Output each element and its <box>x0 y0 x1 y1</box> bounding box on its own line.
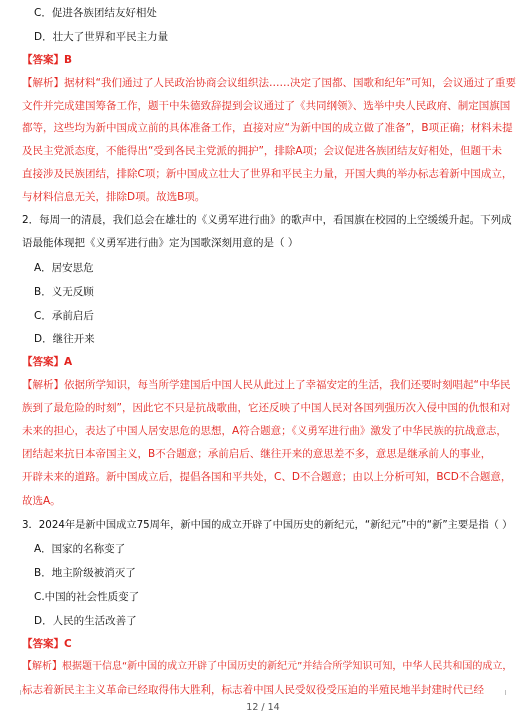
q1-answer <box>22 53 72 67</box>
q2-analysis-line: 故选A。 <box>22 495 61 507</box>
q2-answer-label: 【答案】 <box>22 356 64 368</box>
footer-corner-mark <box>20 690 21 695</box>
q1-analysis-line: 及民主党派态度，不能得出“受到各民主党派的拥护”，排除A项；会议促进各族团结友好相处，但题干未 <box>22 145 503 157</box>
q1-answer-label: 【答案】 <box>22 54 64 66</box>
q2-analysis-line: 开辟未来的道路。新中国成立后，提倡各国和平共处，C、D不合题意；由以上分析可知，BCD不合题意， <box>22 471 512 483</box>
q2-answer-value: A <box>64 356 73 368</box>
q3-answer-value: C <box>64 638 72 650</box>
q1-analysis-line: 【解析】据材料“我们通过了人民政治协商会议组织法……决定了国都、国歌和纪年”可知，会议通过了重要 <box>22 77 516 89</box>
q3-answer-label: 【答案】 <box>22 638 64 650</box>
q1-analysis-line: 文件并完成建国筹备工作，题干中朱德致辞提到会议通过了《共同纲领》、选举中央人民政府、制定国旗国 <box>22 100 511 112</box>
q2-stem-line: 2．每周一的清晨，我们总会在雄壮的《义勇军进行曲》的歌声中，看国旗在校园的上空缓缓升起。下列成 <box>22 214 512 226</box>
q2-analysis-line: 族到了最危险的时刻”，因此它不只是抗战歌曲，它还反映了中国人民对各国列强历次入侵中国的仇恨和对 <box>22 402 511 414</box>
q2-analysis-line: 团结起来抗日本帝国主义，B不合题意；承前启后、继往开来的意思差不多，意思是继承前人的事业， <box>22 448 492 460</box>
q2-option-b: B．义无反顾 <box>34 286 94 298</box>
q2-analysis-line: 未来的担心，表达了中国人居安思危的思想，A符合题意；《义勇军进行曲》激发了中华民族的抗战意志， <box>22 425 507 437</box>
footer-corner-mark <box>505 690 506 695</box>
q3-stem: 3．2024年是新中国成立75周年，新中国的成立开辟了中国历史的新纪元，“新纪元”中的“新”主要是指（ ） <box>22 519 513 531</box>
q2-analysis-line: 【解析】依据所学知识，每当所学建国后中国人民从此过上了幸福安定的生活，我们还要时刻唱起“中华民 <box>22 379 511 391</box>
q3-option-a: A．国家的名称变了 <box>34 543 126 555</box>
q3-analysis-line: 标志着新民主主义革命已经取得伟大胜利，标志着中国人民受奴役受压迫的半殖民地半封建时代已经 <box>22 684 484 696</box>
q2-stem-line: 语最能体现把《义勇军进行曲》定为国歌深刻用意的是（ ） <box>22 237 299 249</box>
q1-analysis-line: 都等，这些均为新中国成立前的具体准备工作，直接对应“为新中国的成立做了准备”，B项正确；材料未提 <box>22 122 513 134</box>
page-number: 12 / 14 <box>246 702 280 713</box>
q2-answer <box>22 355 72 369</box>
q3-answer <box>22 637 72 651</box>
q2-option-c: C．承前启后 <box>34 310 94 322</box>
q2-option-a: A．居安思危 <box>34 262 94 274</box>
q1-option-c: C．促进各族团结友好相处 <box>34 7 157 19</box>
q1-option-d: D．壮大了世界和平民主力量 <box>34 31 169 43</box>
q1-analysis-line: 直接涉及民族团结，排除C项；新中国成立壮大了世界和平民主力量，开国大典的举办标志着新中国成立， <box>22 168 513 180</box>
q3-option-c: C.中国的社会性质变了 <box>34 591 140 603</box>
q3-option-b: B．地主阶级被消灭了 <box>34 567 136 579</box>
q3-option-d: D．人民的生活改善了 <box>34 615 137 627</box>
q2-option-d: D．继往开来 <box>34 333 95 345</box>
q1-analysis-line: 与材料信息无关，排除D项。故选B项。 <box>22 191 206 203</box>
q1-answer-value: B <box>64 54 73 66</box>
q3-analysis-line: 【解析】根据题干信息“新中国的成立开辟了中国历史的新纪元”并结合所学知识可知，中华人民共和国的成立， <box>22 661 513 672</box>
